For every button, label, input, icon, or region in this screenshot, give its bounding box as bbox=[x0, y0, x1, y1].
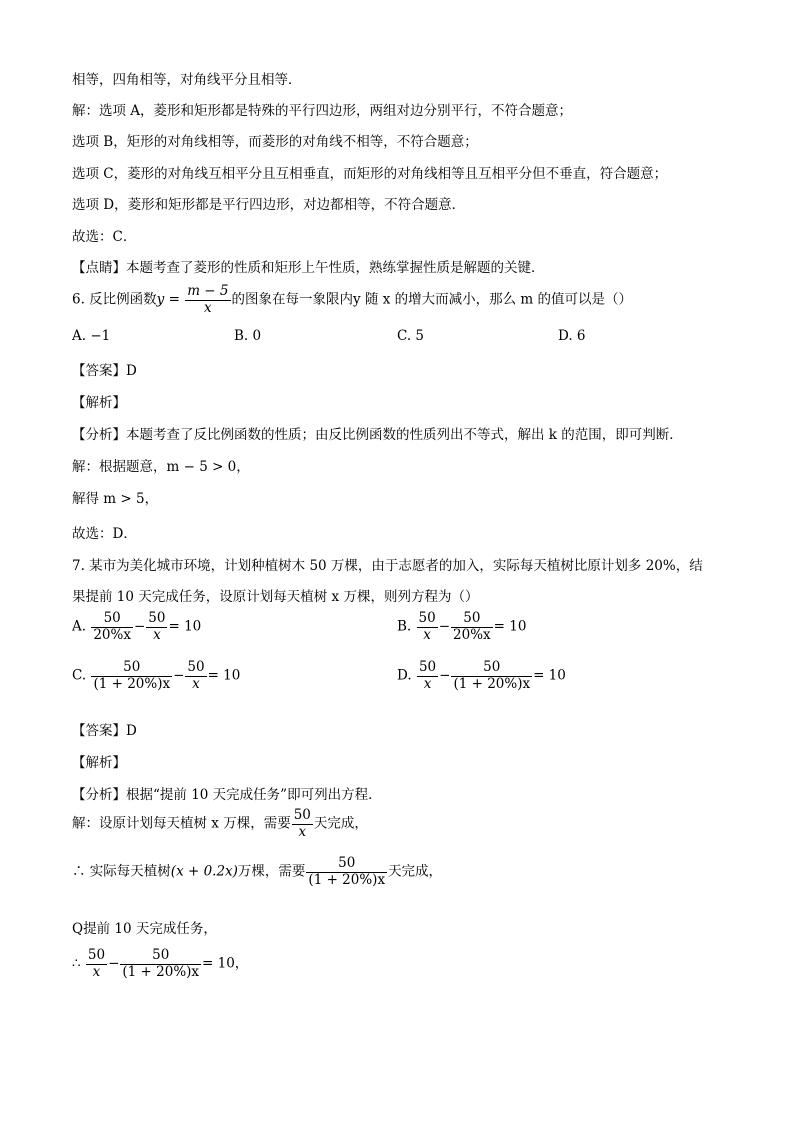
option-a: A. $\frac{50}{20\%x}$ − $\frac{50}{x}$ = 10 bbox=[72, 610, 202, 643]
solution-line: ∴ $\frac{50}{x}$ − $\frac{50}{(1 + 20\%)x}$ = 10， bbox=[72, 947, 249, 980]
answer-line: 【答案】D bbox=[72, 723, 137, 739]
option-b: B. $\frac{50}{x}$ − $\frac{50}{20\%x}$ = 10 bbox=[397, 610, 527, 643]
text-line: 选项 D，菱形和矩形都是平行四边形，对边都相等，不符合题意． bbox=[72, 197, 466, 213]
option-c: C. $\frac{50}{(1 + 20\%)x}$ − $\frac{50}{x}$ = 10 bbox=[72, 659, 241, 692]
fraction: $\frac{50}{x}$ bbox=[418, 659, 437, 692]
fraction: $\frac{50}{20\%x}$ bbox=[93, 610, 131, 643]
option-b: B. 0 bbox=[234, 328, 262, 344]
text-line: 选项 C，菱形的对角线互相平分且互相垂直，而矩形的对角线相等且互相平分但不垂直，符合题意； bbox=[72, 166, 668, 182]
comment-line: 【点睛】本题考查了菱形的性质和矩形上午性质，熟练掌握性质是解题的关键． bbox=[72, 260, 545, 276]
solution-line: 解：根据题意，m − 5 > 0， bbox=[72, 459, 250, 475]
analysis-line: 【分析】根据“提前 10 天完成任务”即可列出方程． bbox=[72, 787, 382, 803]
fraction: $\frac{50}{(1 + 20\%)x}$ bbox=[93, 659, 171, 692]
option-c: C. 5 bbox=[397, 328, 425, 344]
fraction: $\frac{50}{x}$ bbox=[293, 807, 311, 840]
fraction: $\frac{50}{x}$ bbox=[418, 610, 436, 643]
solution-line: ∴ 实际每天植树(x + 0.2x)万棵，需要 $\frac{50}{(1 + 20\%)x}$ 天完成， bbox=[72, 855, 443, 888]
analysis-title: 【解析】 bbox=[72, 395, 126, 411]
option-d: D. 6 bbox=[558, 328, 586, 344]
answer-line: 【答案】D bbox=[72, 363, 137, 379]
text-line: 解：选项 A，菱形和矩形都是特殊的平行四边形，两组对边分别平行，不符合题意； bbox=[72, 103, 573, 119]
question-7-stem-1: 7. 某市为美化城市环境，计划种植树木 50 万棵，由于志愿者的加入，实际每天植树比原计划多 20%，结 bbox=[72, 558, 703, 574]
fraction: $\frac{50}{x}$ bbox=[87, 947, 106, 980]
option-d: D. $\frac{50}{x}$ − $\frac{50}{(1 + 20\%)x}$ = 10 bbox=[397, 659, 566, 692]
solution-line: Q提前 10 天完成任务， bbox=[72, 921, 217, 937]
solution-line: 解得 m > 5， bbox=[72, 491, 159, 507]
fraction: $\frac{50}{20\%x}$ bbox=[453, 610, 491, 643]
fraction: $\frac{50}{(1 + 20\%)x}$ bbox=[453, 659, 531, 692]
fraction: $\frac{m - 5}{x}$ bbox=[187, 283, 229, 316]
text-line: 选项 B，矩形的对角线相等，而菱形的对角线不相等，不符合题意； bbox=[72, 134, 478, 150]
analysis-line: 【分析】本题考查了反比例函数的性质；由反比例函数的性质列出不等式，解出 k 的范围，即可判断． bbox=[72, 427, 683, 443]
question-6-stem: 6. 反比例函数y = $\frac{m - 5}{x}$ 的图象在每一象限内y 随 x 的增大而减小，那么 m 的值可以是（） bbox=[72, 283, 633, 316]
solution-line: 解：设原计划每天植树 x 万棵，需要 $\frac{50}{x}$ 天完成， bbox=[72, 807, 368, 840]
solution-line: 故选：D． bbox=[72, 526, 137, 542]
fraction: $\frac{50}{x}$ bbox=[187, 659, 205, 692]
text-line: 相等，四角相等，对角线平分且相等． bbox=[72, 72, 302, 88]
fraction: $\frac{50}{x}$ bbox=[148, 610, 166, 643]
text-line: 故选：C． bbox=[72, 229, 137, 245]
option-a: A. −1 bbox=[72, 328, 111, 344]
fraction: $\frac{50}{(1 + 20\%)x}$ bbox=[122, 947, 200, 980]
question-7-stem-2: 果提前 10 天完成任务，设原计划每天植树 x 万棵，则列方程为（） bbox=[72, 589, 479, 605]
analysis-title: 【解析】 bbox=[72, 755, 126, 771]
fraction: $\frac{50}{(1 + 20\%)x}$ bbox=[308, 855, 386, 888]
